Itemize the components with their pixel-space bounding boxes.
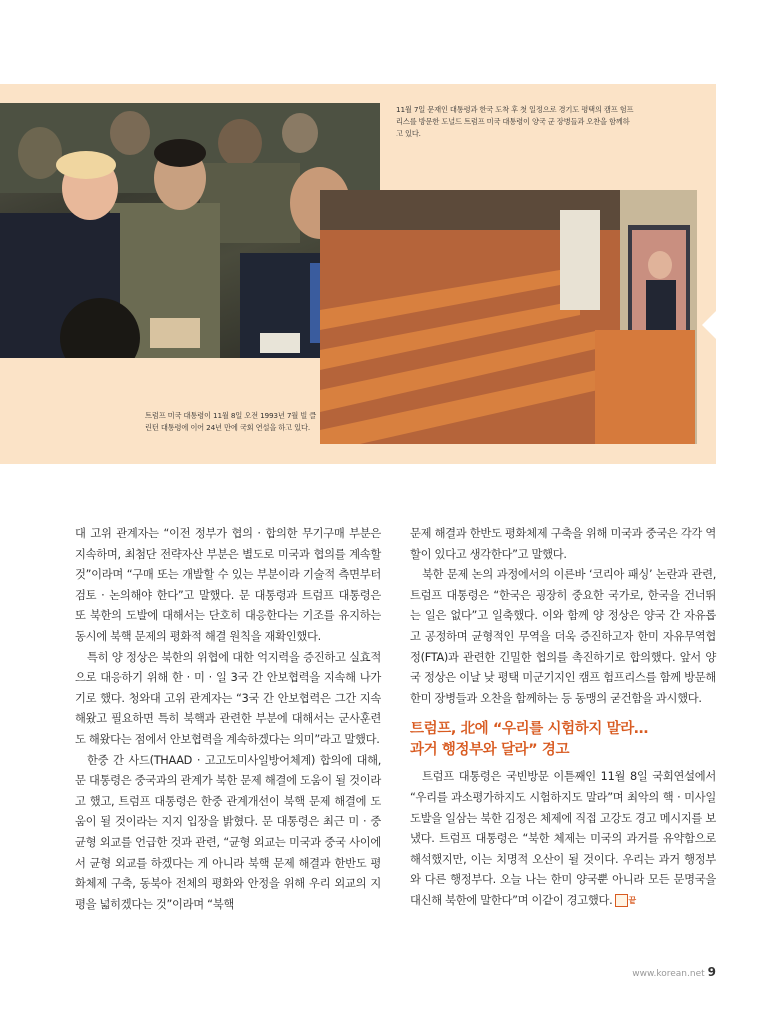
article-column-right bbox=[410, 524, 716, 912]
article-paragraph: 대 고위 관계자는 “이전 정부가 협의 · 합의한 무기구매 부분은 지속하며, 최첨단 전략자산 부분은 별도로 미국과 협의를 계속할 것”이라며 “구매 또는 개발할 수 있는 부분이라 기술적 측면부터 검토 · 논의해야 한다”고 말했다. 문 대통령과 트럼프 대통령은 또 북한의 도발에 대해서는 단호히 대응한다는 기조를 유지하는 동시에 북핵 문제의 평화적 해결 원칙을 재확인했다. bbox=[75, 527, 381, 643]
article-paragraph: 북한 문제 논의 과정에서의 이른바 ‘코리아 패싱’ 논란과 관련, 트럼프 대통령은 “한국은 굉장히 중요한 국가로, 한국을 건너뛰는 일은 없다”고 일축했다. 이와 함께 양 정상은 양국 간 자유롭고 공정하며 균형적인 무역을 더욱 증진하고자 한미 자유무역협정(FTA)과 관련한 긴밀한 협의를 촉진하기로 합의했다. 앞서 양국 정상은 이날 낮 평택 미군기지인 캠프 험프리스를 함께 방문해 한미 장병들과 오찬을 함께하는 등 동맹의 굳건함을 과시했다. bbox=[410, 568, 716, 705]
subheading-line-2: 과거 행정부와 달라” 경고 bbox=[410, 742, 570, 759]
subheading-line-1: 트럼프, 北에 “우리를 시험하지 말라… bbox=[410, 721, 648, 738]
article-final-paragraph bbox=[410, 767, 716, 911]
panel-notch bbox=[702, 309, 718, 341]
page-number: 9 bbox=[707, 965, 716, 979]
lunch-photo-caption: 11월 7일 문재인 대통령과 한국 도착 후 첫 일정으로 경기도 평택의 캠프 험프리스를 방문한 도널드 트럼프 미국 대통령이 양국 군 장병들과 오찬을 함께하고 있다. bbox=[396, 105, 634, 138]
footer-site: www.korean.net bbox=[632, 969, 705, 979]
section-subheading bbox=[410, 719, 716, 761]
assembly-photo-caption: 트럼프 미국 대통령이 11월 8일 오전 1993년 7월 빌 클린턴 대통령에 이어 24년 만에 국회 연설을 하고 있다. bbox=[145, 411, 317, 432]
assembly-photo bbox=[320, 190, 697, 444]
article-column-left bbox=[75, 524, 381, 915]
article-paragraph: 문제 해결과 한반도 평화체제 구축을 위해 미국과 중국은 각각 역할이 있다고 생각한다”고 말했다. bbox=[410, 527, 716, 561]
page-footer bbox=[632, 965, 716, 979]
end-mark-icon: 끝 bbox=[615, 894, 628, 907]
final-paragraph-text: 트럼프 대통령은 국빈방문 이튿째인 11월 8일 국회연설에서 “우리를 과소평가하지도 시험하지도 말라”며 최악의 핵 · 미사일 도발을 일삼는 북한 김정은 체제에 직접 고강도 경고 메시지를 보냈다. 트럼프 대통령은 “북한 체제는 미국의 과거를 유약함으로 해석했지만, 이는 치명적 오산이 될 것이다. 우리는 과거 행정부와 다른 행정부다. 오늘 나는 한미 양국뿐 아니라 모든 문명국을 대신해 북한에 말한다”며 이같이 경고했다. bbox=[410, 770, 716, 907]
article-paragraph: 한중 간 사드(THAAD · 고고도미사일방어체계) 합의에 대해, 문 대통령은 중국과의 관계가 북한 문제 해결에 도움이 될 것이라고 했고, 트럼프 대통령은 한중 관계개선이 북핵 문제 해결에 도움이 될 것이라는 지지 입장을 밝혔다. 문 대통령은 최근 미 · 중 균형 외교를 언급한 것과 관련, “균형 외교는 미국과 중국 사이에서 균형 외교를 하겠다는 게 아니라 북핵 문제 해결과 한반도 평화체제 구축, 동북아 전체의 평화와 안정을 위해 우리 외교의 지평을 넓히겠다는 것”이라며 “북핵 bbox=[75, 753, 381, 911]
article-paragraph: 특히 양 정상은 북한의 위협에 대한 억지력을 증진하고 실효적으로 대응하기 위해 한 · 미 · 일 3국 간 안보협력을 지속해 나가기로 했다. 청와대 고위 관계자는 “3국 간 안보협력은 그간 지속해왔고 필요하면 특히 북핵과 관련한 부분에 대해서는 군사훈련도 해왔다는 점에서 안보협력을 계속하겠다는 의미”라고 말했다. bbox=[75, 650, 381, 746]
assembly-photo-illustration bbox=[320, 190, 697, 444]
